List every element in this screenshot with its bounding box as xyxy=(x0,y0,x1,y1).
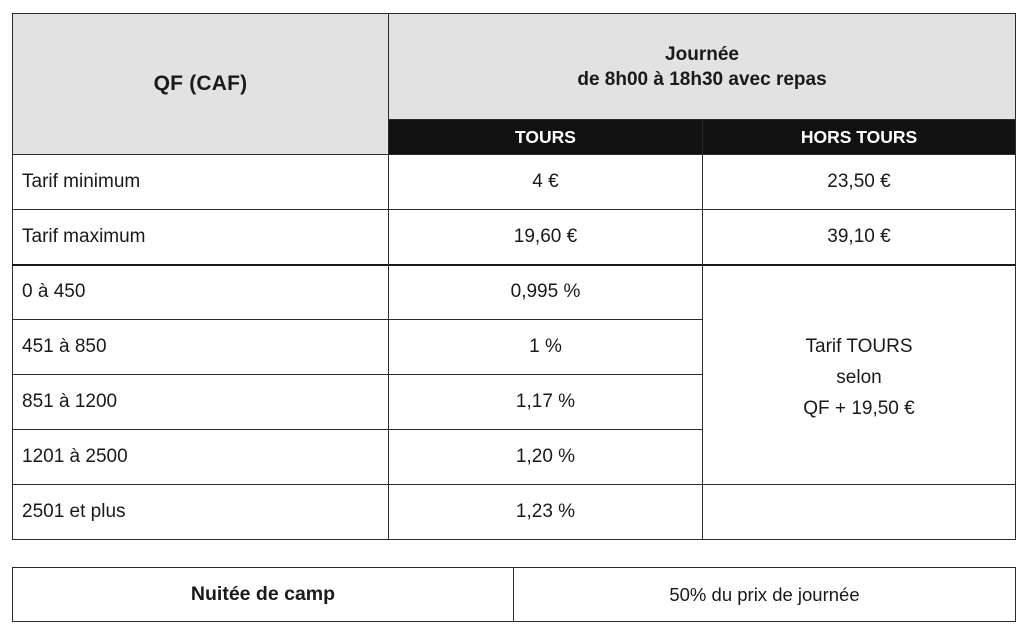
tours-value: 1,23 % xyxy=(389,485,703,540)
row-label: 2501 et plus xyxy=(13,485,389,540)
journee-title: Journée xyxy=(665,43,739,65)
hors-tours-column-header: HORS TOURS xyxy=(703,120,1016,155)
hors-tours-merged-cell xyxy=(703,265,1016,485)
journee-hours: de 8h00 à 18h30 avec repas xyxy=(577,68,827,90)
header-row xyxy=(13,14,1016,120)
tours-value: 1,17 % xyxy=(389,375,703,430)
camp-table xyxy=(12,567,1016,622)
table-row xyxy=(13,265,1016,320)
table-row xyxy=(13,155,1016,210)
merged-line-3: QF + 19,50 € xyxy=(803,398,915,420)
hors-tours-value: 23,50 € xyxy=(703,155,1016,210)
camp-value: 50% du prix de journée xyxy=(514,568,1016,622)
tarif-table xyxy=(12,13,1016,540)
table-row xyxy=(13,485,1016,540)
row-label: Tarif maximum xyxy=(13,210,389,265)
row-label: 0 à 450 xyxy=(13,265,389,320)
qf-caf-header: QF (CAF) xyxy=(13,14,389,155)
camp-row xyxy=(13,568,1016,622)
tours-column-header: TOURS xyxy=(389,120,703,155)
tours-value: 1 % xyxy=(389,320,703,375)
merged-line-1: Tarif TOURS xyxy=(805,336,913,358)
journee-header xyxy=(389,14,1016,120)
hors-tours-value: 39,10 € xyxy=(703,210,1016,265)
tours-value: 1,20 % xyxy=(389,430,703,485)
camp-label: Nuitée de camp xyxy=(13,568,514,622)
hors-tours-value xyxy=(703,485,1016,540)
tours-value: 19,60 € xyxy=(389,210,703,265)
row-label: 851 à 1200 xyxy=(13,375,389,430)
tours-value: 0,995 % xyxy=(389,265,703,320)
merged-line-2: selon xyxy=(836,367,882,389)
row-label: Tarif minimum xyxy=(13,155,389,210)
row-label: 1201 à 2500 xyxy=(13,430,389,485)
tours-value: 4 € xyxy=(389,155,703,210)
table-row xyxy=(13,210,1016,265)
row-label: 451 à 850 xyxy=(13,320,389,375)
